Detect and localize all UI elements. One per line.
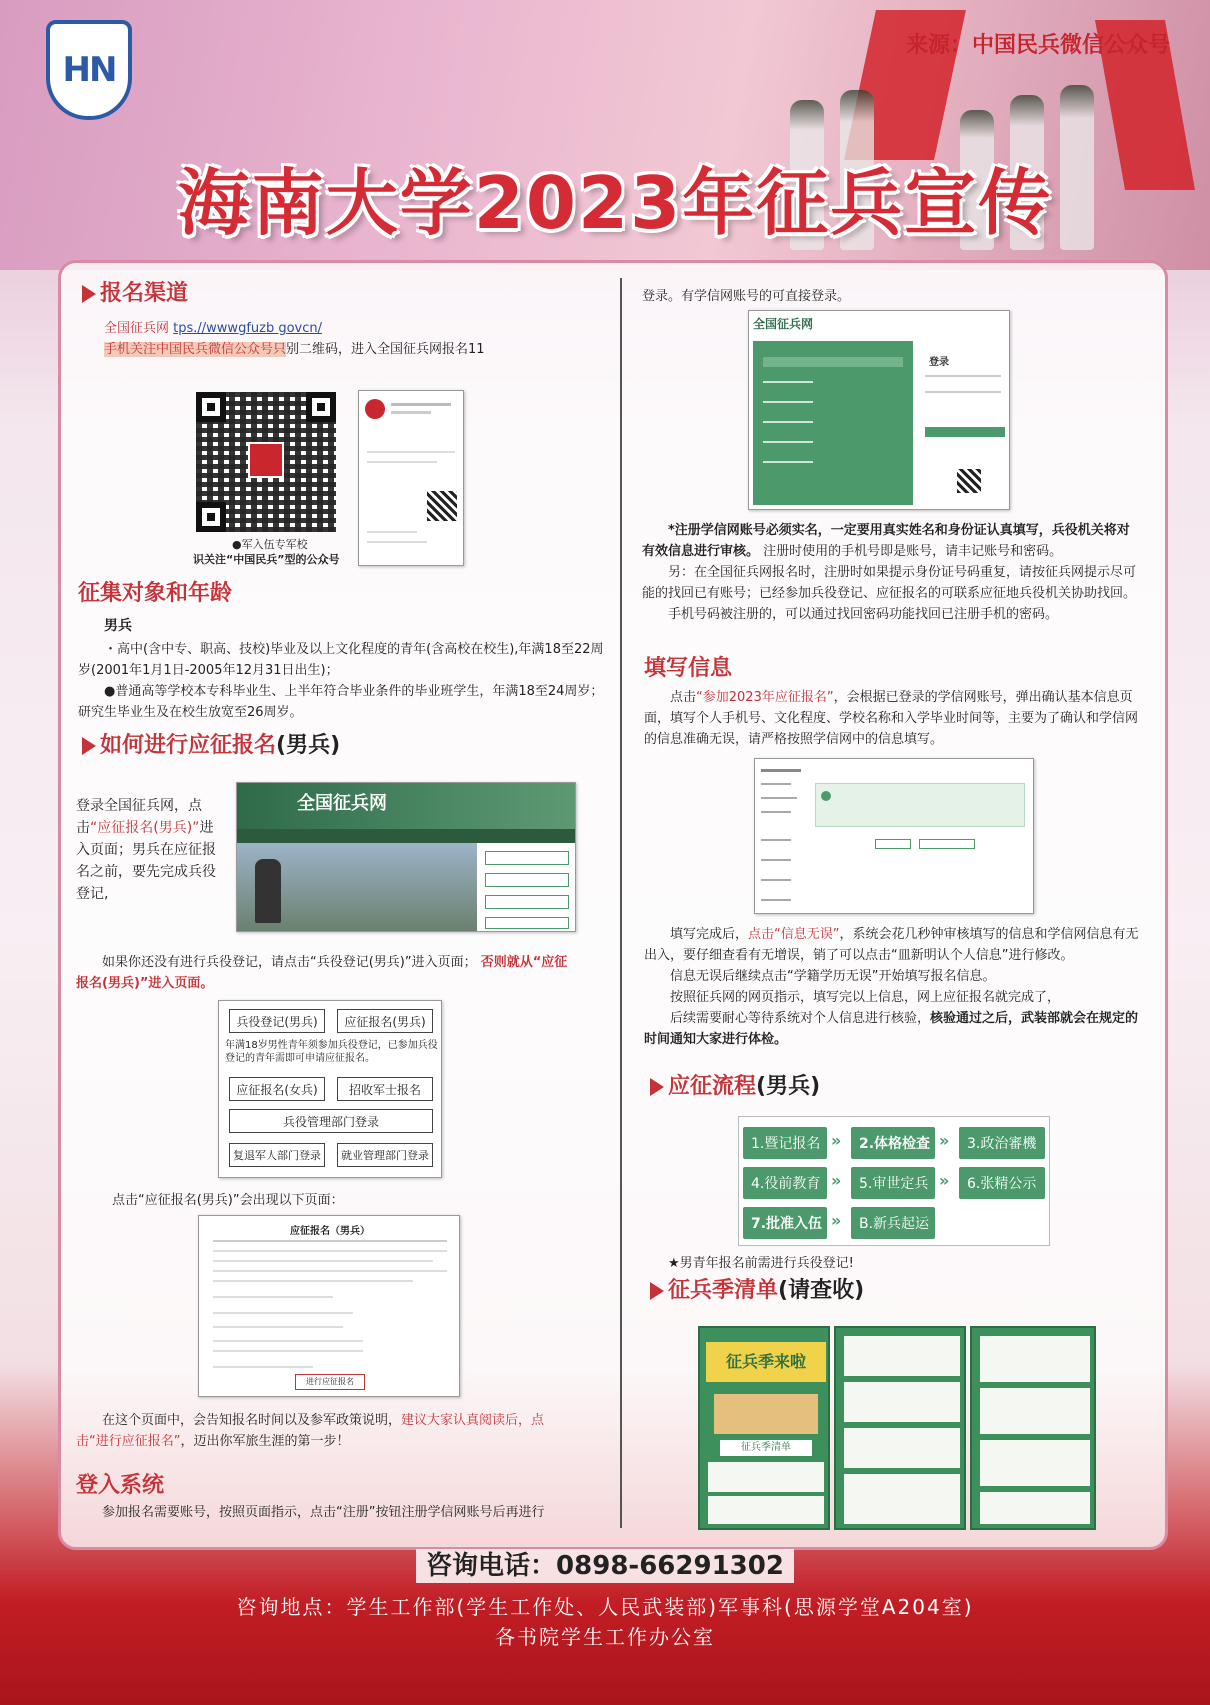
- triangle-icon: [82, 737, 96, 755]
- login-para-2: 登录。有学信网账号的可直接登录。: [642, 289, 851, 304]
- heading-registration: 报名渠道: [82, 283, 602, 304]
- login-submit-button[interactable]: [925, 427, 1005, 437]
- flow-step-1: 1.暨记报名: [743, 1127, 827, 1159]
- apply-page-screenshot: [198, 1215, 460, 1397]
- heading-target: 征集对象和年龄: [78, 581, 233, 606]
- nco-recruit-button[interactable]: 招收军士报名: [337, 1077, 433, 1101]
- flow-step-8: B.新兵起运: [851, 1207, 935, 1239]
- male-label: 男兵: [104, 618, 132, 634]
- flow-step-6: 6.张精公示: [959, 1167, 1045, 1199]
- qr-caption-2: 识关注“中国民兵”型的公众号: [193, 553, 340, 566]
- fill-para-4: 按照征兵网的网页指示，填写完以上信息，网上应征报名就完成了，: [670, 990, 1061, 1005]
- season-card-subtitle: 征兵季清单: [720, 1440, 812, 1456]
- fill-para-3: 信息无误后继续点击“学籍学历无误”开始填写报名信息。: [670, 969, 996, 984]
- chevron-right-icon: »: [831, 1131, 842, 1150]
- site-url-link[interactable]: tps.//wwwgfuzb govcn/: [173, 321, 323, 336]
- flow-step-5: 5.审世定兵: [851, 1167, 935, 1199]
- notice-text-a: 在这个页面中，会告知报名时间以及参军政策说明，: [102, 1413, 402, 1428]
- flow-step-7: 7.批准入伍: [743, 1207, 827, 1239]
- heading-login: 登入系统: [76, 1473, 165, 1498]
- wechat-highlight: 手机关注中国民兵微信公众号只: [104, 342, 287, 357]
- register-note-rest: 注册时使用的手机号即是账号，请丰记账号和密码。: [763, 544, 1063, 559]
- register-note-bold: *注册学信网账号必须实名，一定要用真实姓名和身份证认真填写，兵役机关将对有效信息进行审核。: [642, 523, 1130, 559]
- login-other-note: 另：在全国征兵网报名时，注册时如果提示身份证号码重复，请按征兵网提示尽可能的找回已有账号；已经参加兵役登记、应征报名的可联系应征地兵役机关协助找回。: [642, 565, 1137, 601]
- heading-how-to-apply: 如何进行应征报名 (男兵): [82, 735, 602, 756]
- apply-female-button[interactable]: 应征报名(女兵): [229, 1077, 325, 1101]
- qr-caption-1: ●军入伍专军校: [232, 538, 308, 551]
- season-poster-3: [970, 1326, 1096, 1530]
- season-card-title: 征兵季来啦: [706, 1342, 826, 1382]
- button-note: 年满18岁男性青年须参加兵役登记，已参加兵役登记的青年需即可申请应征报名。: [225, 1040, 438, 1064]
- veteran-login-button[interactable]: 复退军人部门登录: [229, 1143, 325, 1167]
- fill-para-5-bold: 核验通过之后，武装部就会在规定的时间通知大家进行体检。: [644, 1011, 1139, 1047]
- chevron-right-icon: »: [831, 1211, 842, 1230]
- chevron-right-icon: »: [939, 1131, 950, 1150]
- column-divider: [620, 278, 622, 1528]
- apply-page-title: 应征报名（男兵）: [290, 1226, 370, 1237]
- notice-text-b: ，迈出你军旅生涯的第一步！: [180, 1434, 350, 1449]
- login-phone-note: 手机号码被注册的，可以通过找回密码功能找回已注册手机的密码。: [668, 607, 1059, 622]
- login-site-name: 全国征兵网: [753, 317, 814, 331]
- site-name: 全国征兵网: [297, 793, 387, 814]
- reconfirm-button[interactable]: [919, 839, 975, 849]
- page-title: 海南大学2023年征兵宣传: [177, 161, 1053, 245]
- season-poster-2: [834, 1326, 966, 1530]
- confirm-info-screenshot: [754, 758, 1034, 914]
- flow-step-3: 3.政治審機: [959, 1127, 1045, 1159]
- click-apply-text: 点击“应征报名(男兵)”会出现以下页面：: [112, 1193, 344, 1208]
- apply-2023-link: “参加2023年应征报名”: [696, 690, 834, 705]
- source-label: 来源：中国民兵微信公众号: [905, 32, 1170, 58]
- apply-male-link[interactable]: “应征报名(男兵)”: [90, 820, 200, 836]
- target-para-1: ・高中(含中专、职高、技校)毕业及以上文化程度的青年(含高校在校生),年满18至22周岁(2001年1月1日-2005年12月31日出生)；: [78, 642, 604, 678]
- site-label: 全国征兵网: [104, 321, 170, 336]
- wechat-profile-screenshot: [358, 390, 464, 566]
- military-registration-button[interactable]: 兵役登记(男兵): [229, 1009, 325, 1033]
- chevron-right-icon: »: [831, 1171, 842, 1190]
- flow-step-4: 4.役前教育: [743, 1167, 827, 1199]
- triangle-icon: [82, 285, 96, 303]
- triangle-icon: [650, 1282, 664, 1300]
- recruitment-site-screenshot: [236, 782, 576, 932]
- start-apply-button[interactable]: 进行应征报名: [295, 1374, 365, 1390]
- if-not-registered-text: 如果你还没有进行兵役登记，请点击“兵役登记(男兵)”进入页面；: [102, 955, 477, 970]
- apply-male-button[interactable]: 应征报名(男兵): [337, 1009, 433, 1033]
- season-poster-1: [698, 1326, 830, 1530]
- triangle-icon: [650, 1078, 664, 1096]
- flow-step-2: 2.体格检查: [851, 1127, 935, 1159]
- heading-fill-info: 填写信息: [644, 656, 733, 681]
- flow-diagram: [738, 1116, 1050, 1246]
- registration-buttons-screenshot: [218, 1000, 442, 1178]
- notice-text-red: 建议大家认真阅读后，点击“进行应征报名”: [76, 1413, 545, 1449]
- confirm-button[interactable]: [875, 839, 911, 849]
- admin-login-button[interactable]: 兵役管理部门登录: [229, 1109, 433, 1133]
- university-logo: HN: [46, 20, 132, 120]
- employment-login-button[interactable]: 就业管理部门登录: [337, 1143, 433, 1167]
- consult-phone: 咨询电话：0898-66291302: [0, 1545, 1210, 1582]
- flow-note: ★男青年报名前需进行兵役登记!: [668, 1256, 854, 1271]
- target-para-2: ●普通高等学校本专科毕业生、上半年符合毕业条件的毕业班学生，年满18至24周岁；研究生毕业生及在校生放宽至26周岁。: [78, 684, 604, 720]
- consult-address: 咨询地点：学生工作部(学生工作处、人民武装部)军事科(思源学堂A204室) 各书院学生工作办公室: [236, 1595, 974, 1649]
- qr-code: [196, 392, 336, 532]
- else-text: 否则就从“应征报名(男兵)”进入页面。: [76, 955, 568, 991]
- login-title: 登录: [929, 357, 949, 368]
- heading-flow: 应征流程 (男兵): [650, 1076, 1140, 1097]
- info-correct-link: 点击“信息无误”: [748, 927, 840, 942]
- login-para-1: 参加报名需要账号，按照页面指示，点击“注册”按钮注册学信网账号后再进行: [102, 1505, 545, 1520]
- login-page-screenshot: [748, 310, 1010, 510]
- chevron-right-icon: »: [939, 1171, 950, 1190]
- heading-season-list: 征兵季清单 (请查收): [650, 1280, 1140, 1301]
